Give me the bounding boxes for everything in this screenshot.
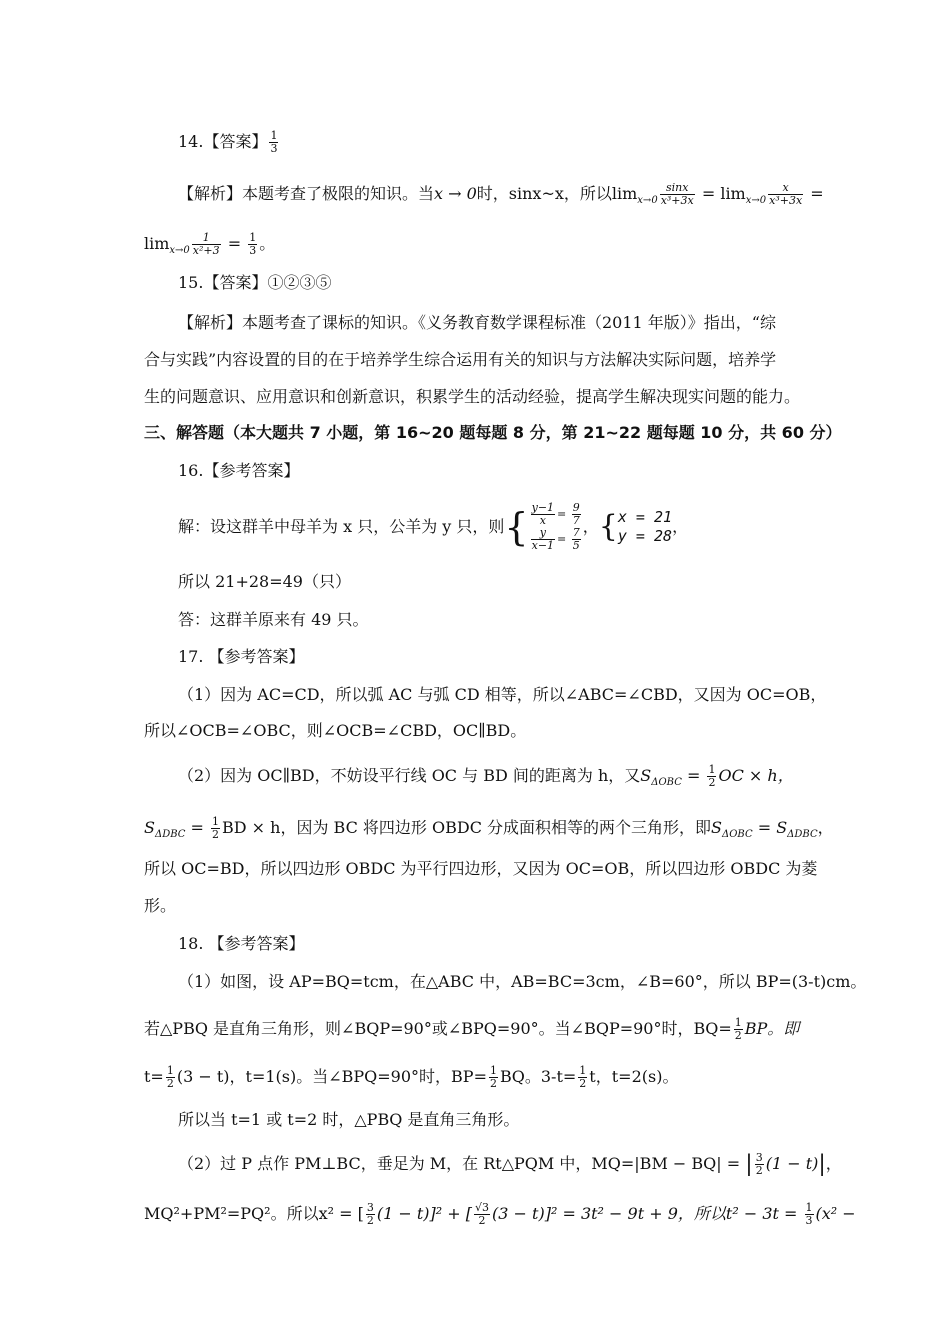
q17-header: 17. 【参考答案】 [178,647,305,666]
q16-line3: 答：这群羊原来有 49 只。 [178,610,369,629]
q18-header: 18. 【参考答案】 [178,934,305,953]
q16-line2: 所以 21+28=49（只） [178,572,351,591]
q14-analysis-line2: $\lim_{x\to 0}$ $\frac{1}{\text{x²+3}}$ = $\frac{1}{3}$ 。 [144,231,276,257]
q17-p1a: （1）因为 AC=CD，所以弧 AC 与弧 CD 相等，所以∠ABC=∠CBD，又因为 OC=OB， [178,685,827,704]
q18-p1d: 所以当 t=1 或 t=2 时，△PBQ 是直角三角形。 [178,1110,520,1129]
q17-p2d: 形。 [144,896,177,915]
q18-p2b: MQ²+PM²=PQ²。所以x² = [ $\frac{3}{2}$ (1 − t)]² + [ $\frac{√3}{2}$ (3 − t)]² = 3t² − 9t + 9，所以t² − 3t = $\frac{1}{3}$ (x² − [144,1201,856,1227]
q17-p2a: （2）因为 OC∥BD，不妨设平行线 OC 与 BD 间的距离为 h，又$S_{\Delta OBC}$ = $\frac{1}{2}$ OC × h， [178,763,794,789]
q18-p2a: （2）过 P 点作 PM⊥BC，垂足为 M，在 Rt△PQM 中，MQ=|BM − BQ| = | $\frac{3}{2}$ (1 − t)|， [178,1151,842,1177]
q16-header: 16.【参考答案】 [178,461,300,480]
q14-header: 14.【答案】 [178,132,268,151]
q18-p1c: t= $\frac{1}{2}$ (3 − t)，t=1(s)。当∠BPQ=90°时，BP= $\frac{1}{2}$ BQ。3-t= $\frac{1}{2}$ t，t=2(s)。 [144,1064,679,1090]
section3-title: 三、解答题（本大题共 7 小题，第 16~20 题每题 8 分，第 21~22 题每题 10 分，共 60 分） [144,423,842,442]
q16-result-system: x = 21 y = 28 [617,508,673,545]
q15-analysis-line1: 【解析】本题考查了课标的知识。《义务教育数学课程标准（2011 年版）》指出，“综 [178,313,776,332]
q14-answer-line [178,130,280,155]
q16-solution-line: 解：设这群羊中母羊为 x 只，公羊为 y 只，则 { $\frac{y-1}{x}$ = $\frac{9}{7}$ $\frac{y}{x-1}$ = $\frac{7}{5}$ ， { x = 21 y = 28 ， [178,501,689,552]
q15-header: 15.【答案】①②③⑤ [178,273,332,292]
q17-p1b: 所以∠OCB=∠OBC，则∠OCB=∠CBD，OC∥BD。 [144,721,527,740]
q16-equation-system: $\frac{y-1}{x}$ = $\frac{9}{7}$ $\frac{y}{x-1}$ = $\frac{7}{5}$ [531,501,580,552]
q14-answer-fraction: $\frac{1}{3}$ [270,129,278,155]
q17-p2b: $S_{\Delta DBC}$ = $\frac{1}{2}$ BD × h，因为 BC 将四边形 OBDC 分成面积相等的两个三角形，即$S_{\Delta OBC} = S_{\Delta DBC}$， [144,815,834,841]
q18-p1a: （1）如图，设 AP=BQ=tcm，在△ABC 中，AB=BC=3cm，∠B=60°，所以 BP=(3-t)cm。 [178,972,867,991]
q14-analysis-line1: 【解析】本题考查了极限的知识。当x → 0时，sinx~x，所以$\lim_{x\to 0}$ $\frac{\sin x}{\text{x³+3x}}$ = $\lim_{x\to 0}$ $\frac{x}{\text{x³+3x}}$ = [178,181,824,207]
q18-p1b: 若△PBQ 是直角三角形，则∠BQP=90°或∠BPQ=90°。当∠BQP=90°时，BQ= $\frac{1}{2}$ BP。即 [144,1016,800,1042]
q15-analysis-line3: 生的问题意识、应用意识和创新意识，积累学生的活动经验，提高学生解决现实问题的能力。 [144,387,801,406]
q17-p2c: 所以 OC=BD，所以四边形 OBDC 为平行四边形，又因为 OC=OB，所以四边形 OBDC 为菱 [144,859,818,878]
q15-analysis-line2: 合与实践”内容设置的目的在于培养学生综合运用有关的知识与方法解决实际问题，培养学 [144,350,777,369]
